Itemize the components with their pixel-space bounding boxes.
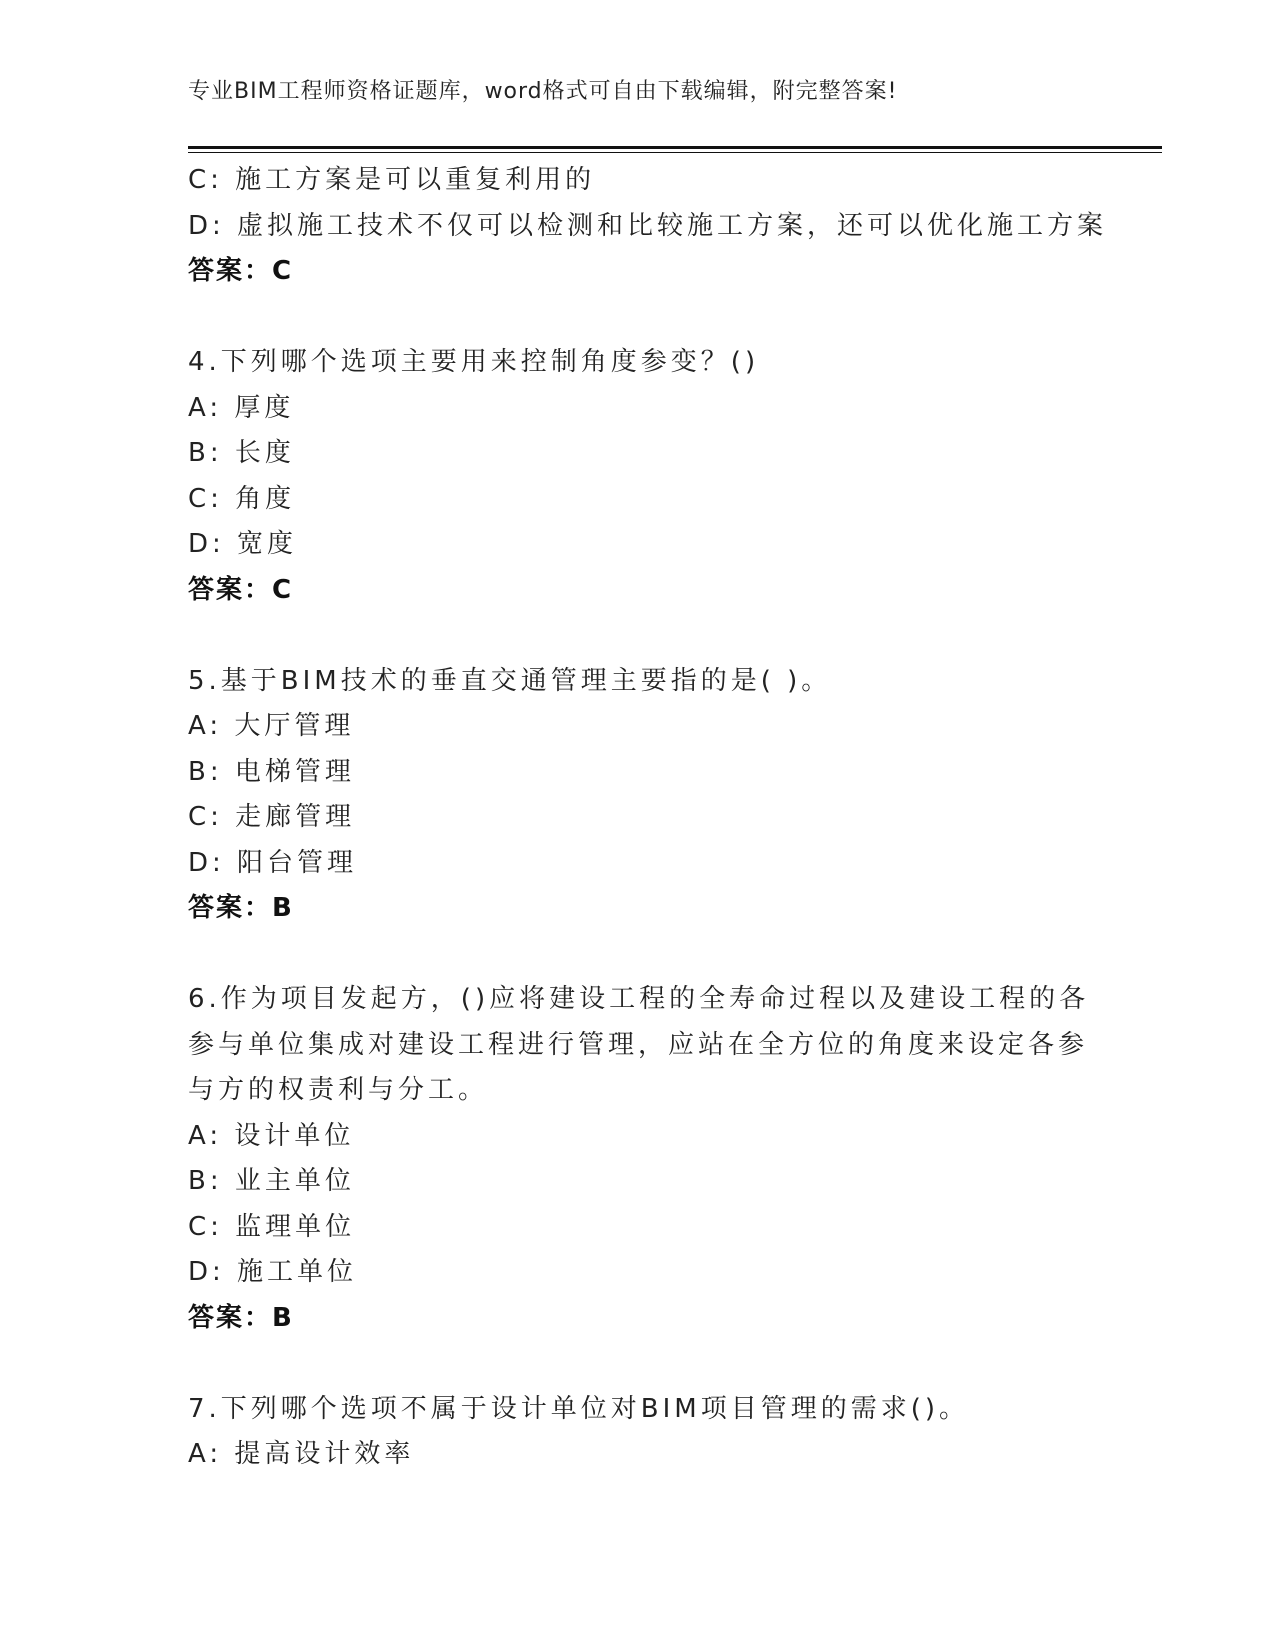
option-a: A: 厚度	[188, 392, 295, 423]
option-b: B: 电梯管理	[188, 756, 355, 787]
question-stem: 7.下列哪个选项不属于设计单位对BIM项目管理的需求()。	[188, 1393, 970, 1424]
option-c: C: 角度	[188, 483, 296, 514]
header-rule-thick	[188, 146, 1162, 149]
question-stem-line-1: 6.作为项目发起方，()应将建设工程的全寿命过程以及建设工程的各	[188, 984, 1090, 1014]
option-b: B: 长度	[188, 438, 295, 468]
option-c: C: 施工方案是可以重复利用的	[188, 165, 596, 195]
option-b: B: 业主单位	[188, 1166, 355, 1196]
option-c: C: 监理单位	[188, 1211, 356, 1242]
question-stem-line-2: 参与单位集成对建设工程进行管理，应站在全方位的角度来设定各参	[188, 1029, 1089, 1060]
answer: 答案：C	[188, 256, 294, 286]
question-list	[188, 158, 1108, 1478]
question-3	[188, 158, 1108, 295]
spacer	[188, 932, 1088, 978]
question-stem: 4.下列哪个选项主要用来控制角度参变？()	[188, 347, 760, 377]
option-a: A: 设计单位	[188, 1120, 355, 1151]
option-c: C: 走廊管理	[188, 802, 356, 832]
option-a: A: 提高设计效率	[188, 1439, 415, 1469]
answer: 答案：B	[188, 1302, 294, 1333]
option-d: D: 阳台管理	[188, 847, 358, 878]
question-stem-line-3: 与方的权责利与分工。	[188, 1075, 489, 1105]
option-a: A: 大厅管理	[188, 711, 355, 741]
spacer	[188, 295, 1088, 341]
question-4	[188, 340, 1088, 613]
option-d: D: 虚拟施工技术不仅可以检测和比较施工方案，还可以优化施工方案	[188, 210, 1108, 241]
answer: 答案：C	[188, 574, 294, 605]
question-stem: 5.基于BIM技术的垂直交通管理主要指的是( )。	[188, 665, 832, 696]
spacer	[188, 613, 1088, 659]
question-6	[188, 977, 1088, 1341]
option-d: D: 施工单位	[188, 1257, 358, 1287]
page-header: 专业BIM工程师资格证题库，word格式可自由下载编辑，附完整答案!	[188, 79, 898, 104]
question-7	[188, 1387, 1088, 1478]
spacer	[188, 1341, 1088, 1387]
answer: 答案：B	[188, 893, 294, 923]
question-5	[188, 659, 1088, 932]
option-d: D: 宽度	[188, 529, 298, 559]
header-rule-thin	[188, 152, 1162, 153]
